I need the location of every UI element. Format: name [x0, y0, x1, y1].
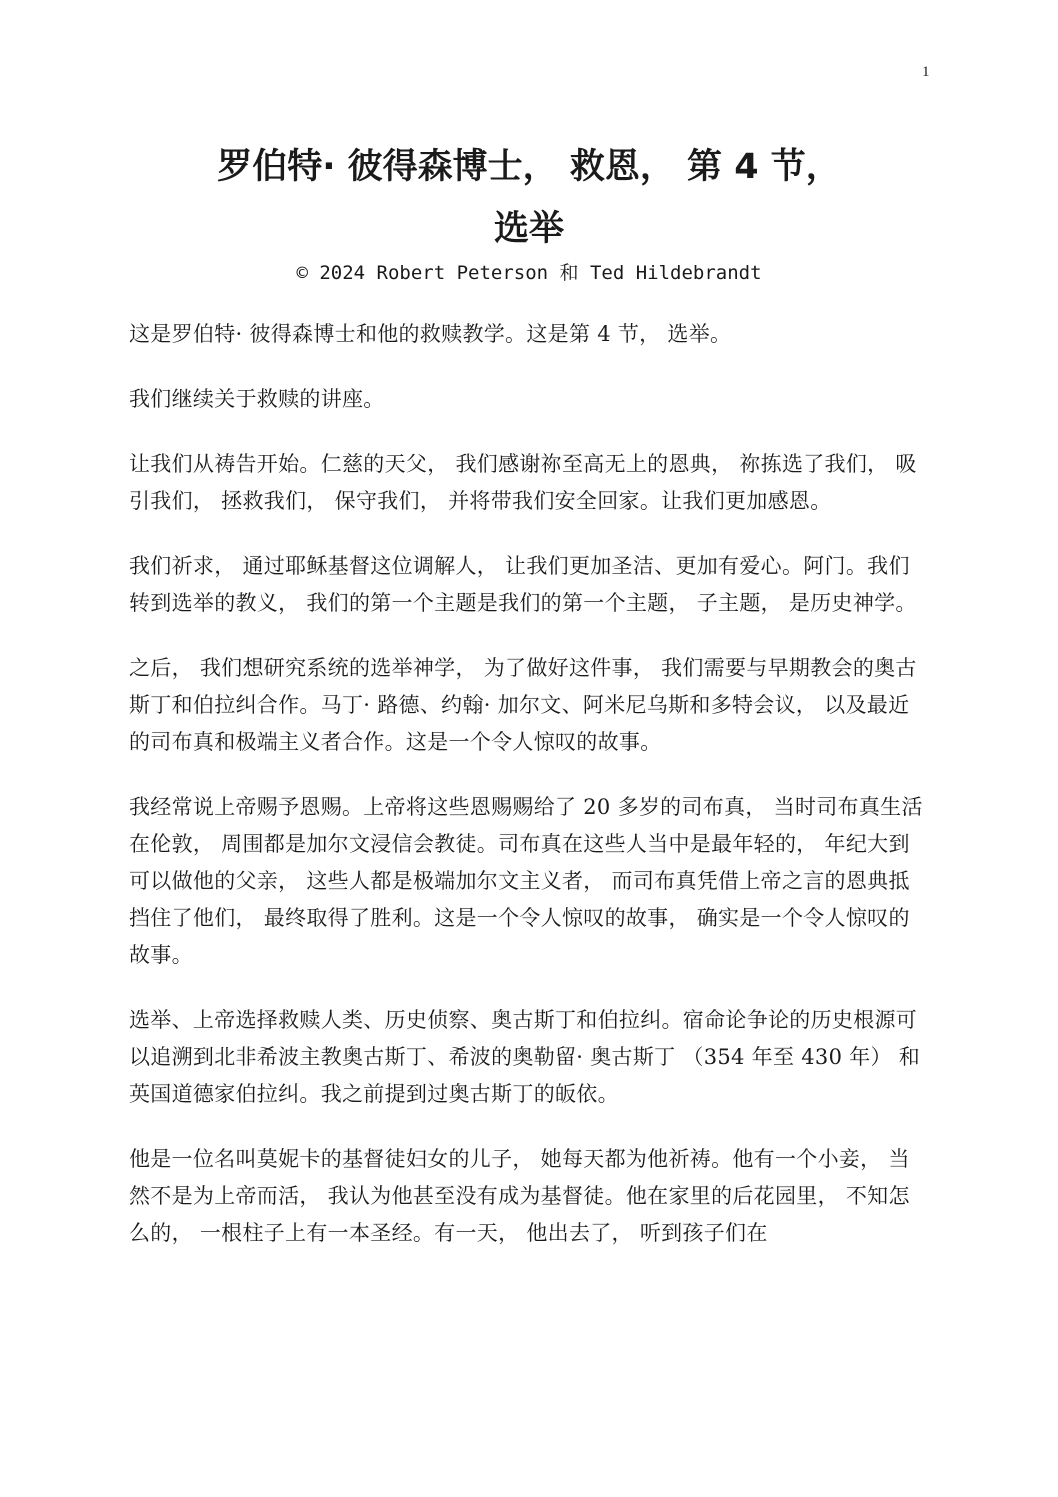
document-title — [100, 136, 958, 260]
paragraph-1: 这是罗伯特· 彼得森博士和他的救赎教学。这是第 4 节， 选举。 — [129, 322, 732, 346]
paragraph-6: 我经常说上帝赐予恩赐。上帝将这些恩赐赐给了 20 多岁的司布真， 当时司布真生活在伦敦， 周围都是加尔文浸信会教徒。司布真在这些人当中是最年轻的， 年纪大到可以做他的父亲， 这些人都是极端加尔文主义者， 而司布真凭借上帝之言的恩典抵挡住了他们， 最终取得了胜利。这是一个令人惊叹的故事， 确实是一个令人惊叹的故事。 — [129, 795, 923, 967]
paragraph-7: 选举、上帝选择救赎人类、历史侦察、奥古斯丁和伯拉纠。宿命论争论的历史根源可以追溯到北非希波主教奥古斯丁、希波的奥勒留· 奥古斯丁 （354 年至 430 年） 和英国道德家伯拉纠。我之前提到过奥古斯丁的皈依。 — [129, 1008, 921, 1106]
paragraph-8: 他是一位名叫莫妮卡的基督徒妇女的儿子， 她每天都为他祈祷。他有一个小妾， 当然不是为上帝而活， 我认为他甚至没有成为基督徒。他在家里的后花园里， 不知怎么的， 一根柱子上有一本圣经。有一天， 他出去了， 听到孩子们在 — [129, 1147, 910, 1245]
body-text — [129, 316, 929, 1280]
paragraph-3: 让我们从祷告开始。仁慈的天父， 我们感谢祢至高无上的恩典， 祢拣选了我们， 吸引我们， 拯救我们， 保守我们， 并将带我们安全回家。让我们更加感恩。 — [129, 452, 917, 513]
copyright-line: © 2024 Robert Peterson 和 Ted Hildebrandt — [296, 262, 762, 284]
paragraph-2: 我们继续关于救赎的讲座。 — [129, 387, 385, 411]
paragraph-5: 之后， 我们想研究系统的选举神学， 为了做好这件事， 我们需要与早期教会的奥古斯丁和伯拉纠合作。马丁· 路德、约翰· 加尔文、阿米尼乌斯和多特会议， 以及最近的司布真和极端主义者合作。这是一个令人惊叹的故事。 — [129, 656, 917, 754]
page-number: 1 — [922, 64, 930, 80]
title-line-2: 选举 — [493, 209, 564, 249]
paragraph-4: 我们祈求， 通过耶稣基督这位调解人， 让我们更加圣洁、更加有爱心。阿门。我们转到选举的教义， 我们的第一个主题是我们的第一个主题， 子主题， 是历史神学。 — [129, 554, 917, 615]
title-line-1: 罗伯特· 彼得森博士， 救恩， 第 4 节， — [217, 147, 841, 187]
